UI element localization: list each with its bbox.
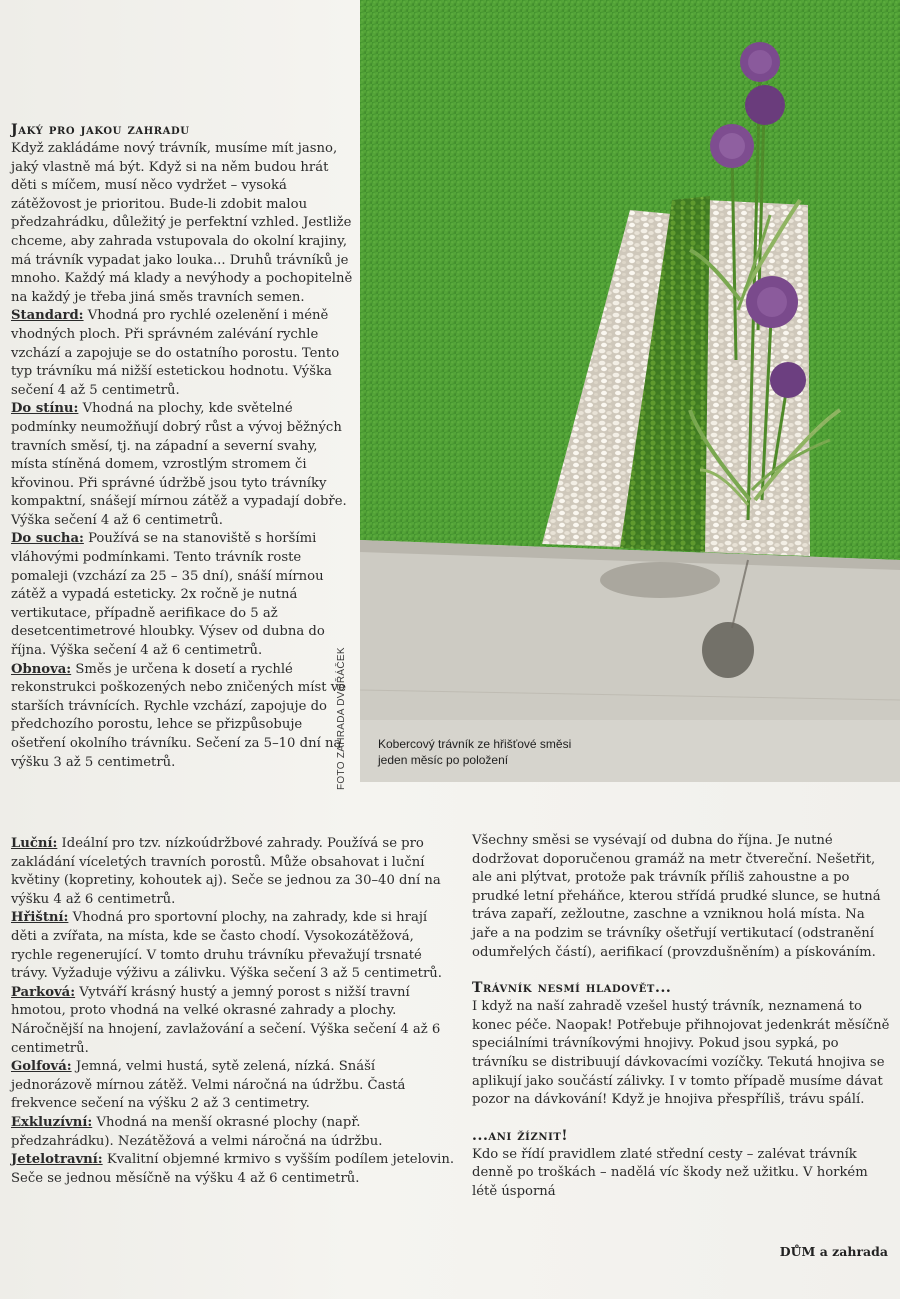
heading-ani-ziznit: ...ani žíznit! <box>472 1127 569 1144</box>
photo-caption <box>378 736 618 768</box>
left-column <box>11 120 356 772</box>
fertilizing-paragraph: I když na naší zahradě vzešel hustý trávník, neznamená to konec péče. Naopak! Potřebuje přihnojovat jedenkrát měsíčně speciálními trávníkovými hnojivy. Pokud jsou sypká, po trávníku se distribuují dávkovacími vozíčky. Tekutá hnojiva se aplikují jako součástí zálivky. I v tomto případě musíme dávat pozor na dávkování! Když je hnojiva přespříliš, trávu spálí. <box>472 999 890 1108</box>
type-entry-parkova: Parková: Vytváří krásný hustý a jemný porost s nižší travní hmotou, proto vhodná na velké okrasné zahrady a plochy. Náročnější na hnojení, zavlažování a sečení. Výška sečení 4 až 6 centimetrů. <box>11 984 441 1056</box>
type-entry-do-stinu: Do stínu: Vhodná na plochy, kde světelné podmínky neumožňují dobrý růst a vývoj běžných travních směsí, tj. na západní a severní svahy, místa stíněná domem, vzrostlým stromem či křovinou. Při správné údržbě jsou tyto trávníky kompaktní, snášejí mírnou zátěž a vypadají dobře. Výška sečení 4 až 6 centimetrů. <box>11 401 347 528</box>
type-entry-standard: Standard: Vhodná pro rychlé ozelenění i méně vhodných ploch. Při správném zalévání rychle vzchází a zapojuje se do ostatního porostu. Tento typ trávníku má nižší estetickou hodnotu. Výška sečení 4 až 5 centimetrů. <box>11 308 340 398</box>
type-entry-jetelotravni: Jetelotravní: Kvalitní objemné krmivo s vyšším podílem jetelovin. Seče se jednou měsíčně na výšku 4 až 6 centimetrů. <box>11 1152 455 1186</box>
sowing-paragraph: Všechny směsi se vysévají od dubna do října. Je nutné dodržovat doporučenou gramáž na metr čtvereční. Nešetřit, ale ani plýtvat, protože pak trávník příliš zahoustne a po prudké letní přeháňce, kterou střídá prudké slunce, se hutná tráva zapaří, zežloutne, zaschne a vzniknou holá místa. Na jaře a na podzim se trávníky ošetřují vertikutací (odstranění odumřelých částí), aerifikací (provzdušněním) a pískováním. <box>472 833 881 960</box>
heading-jaky-pro-jakou-zahradu: Jaký pro jakou zahradu <box>11 122 190 138</box>
type-entry-golfova: Golfová: Jemná, velmi hustá, sytě zelená, nízká. Snáší jednorázově mírnou zátěž. Velmi náročná na údržbu. Častá frekvence sečení na výšku 2 až 3 centimetry. <box>11 1059 406 1112</box>
heading-travnik-nesmi-hladovet: Trávník nesmí hladovět... <box>472 980 672 997</box>
magazine-footer: DŮM a zahrada <box>779 1244 888 1259</box>
watering-paragraph: Kdo se řídí pravidlem zlaté střední cesty – zalévat trávník denně po troškách – nadělá víc škody než užitku. V horkém létě úsporná <box>472 1146 868 1199</box>
right-column <box>472 832 890 1202</box>
photo-caption-line2: jeden měsíc po položení <box>378 753 509 767</box>
lower-left-column <box>11 835 456 1188</box>
type-entry-exkluzivni: Exkluzívní: Vhodná na menší okrasné plochy (např. předzahrádku). Nezátěžová a velmi náročná na údržbu. <box>11 1114 383 1149</box>
lawn-illustration <box>360 0 900 782</box>
type-entry-lucni: Luční: Ideální pro tzv. nízkoúdržbové zahrady. Používá se pro zakládání víceletých travních porostů. Může obsahovat i luční květiny (kopretiny, kohoutek aj). Seče se jednou za 30–40 dní na výšku 4 až 6 centimetrů. <box>11 836 441 907</box>
photo-caption-line1: Kobercový trávník ze hřišťové směsi <box>378 737 572 751</box>
photo-credit: FOTO ZAHRADA DVOŘÁČEK <box>336 647 347 790</box>
type-entry-obnova: Obnova: Směs je určena k dosetí a rychlé rekonstrukci poškozených nebo zničených míst ve starších trávnících. Rychle vzchází, zapojuje do předchozího porostu, lehce se přizpůsobuje ošetření okolního trávníku. Sečení za 5–10 dní na výšku 3 až 5 centimetrů. <box>11 661 346 770</box>
garden-photo <box>360 0 900 782</box>
intro-paragraph: Když zakládáme nový trávník, musíme mít jasno, jaký vlastně má být. Když si na něm budou hrát děti s míčem, musí něco vydržet – vysoká zátěžovost je prioritou. Bude-li zdobit malou předzahrádku, důležitý je perfektní vzhled. Jestliže chceme, aby zahrada vstupovala do okolní krajiny, má trávník vypadat jako louka... Druhů trávníků je mnoho. Každý má klady a nevýhody a pochopitelně na každý je třeba jiná směs travních semen. <box>11 141 353 305</box>
type-entry-hristni: Hřištní: Vhodná pro sportovní plochy, na zahrady, kde si hrají děti a zvířata, na místa, kde se často chodí. Vysokozátěžová, rychle regenerující. V tomto druhu trávníku převažují trsnaté trávy. Vyžaduje výživu a zálivku. Výška sečení 3 až 5 centimetrů. <box>11 910 442 982</box>
type-entry-do-sucha: Do sucha: Používá se na stanoviště s horšími vláhovými podmínkami. Tento trávník roste pomaleji (vzchází za 25 – 35 dní), snáší mírnou zátěž a vypadá esteticky. 2x ročně je nutná vertikutace, případně aerifikace do 5 až desetcentimetrové hloubky. Výsev od dubna do října. Výška sečení 4 až 6 centimetrů. <box>11 531 325 659</box>
